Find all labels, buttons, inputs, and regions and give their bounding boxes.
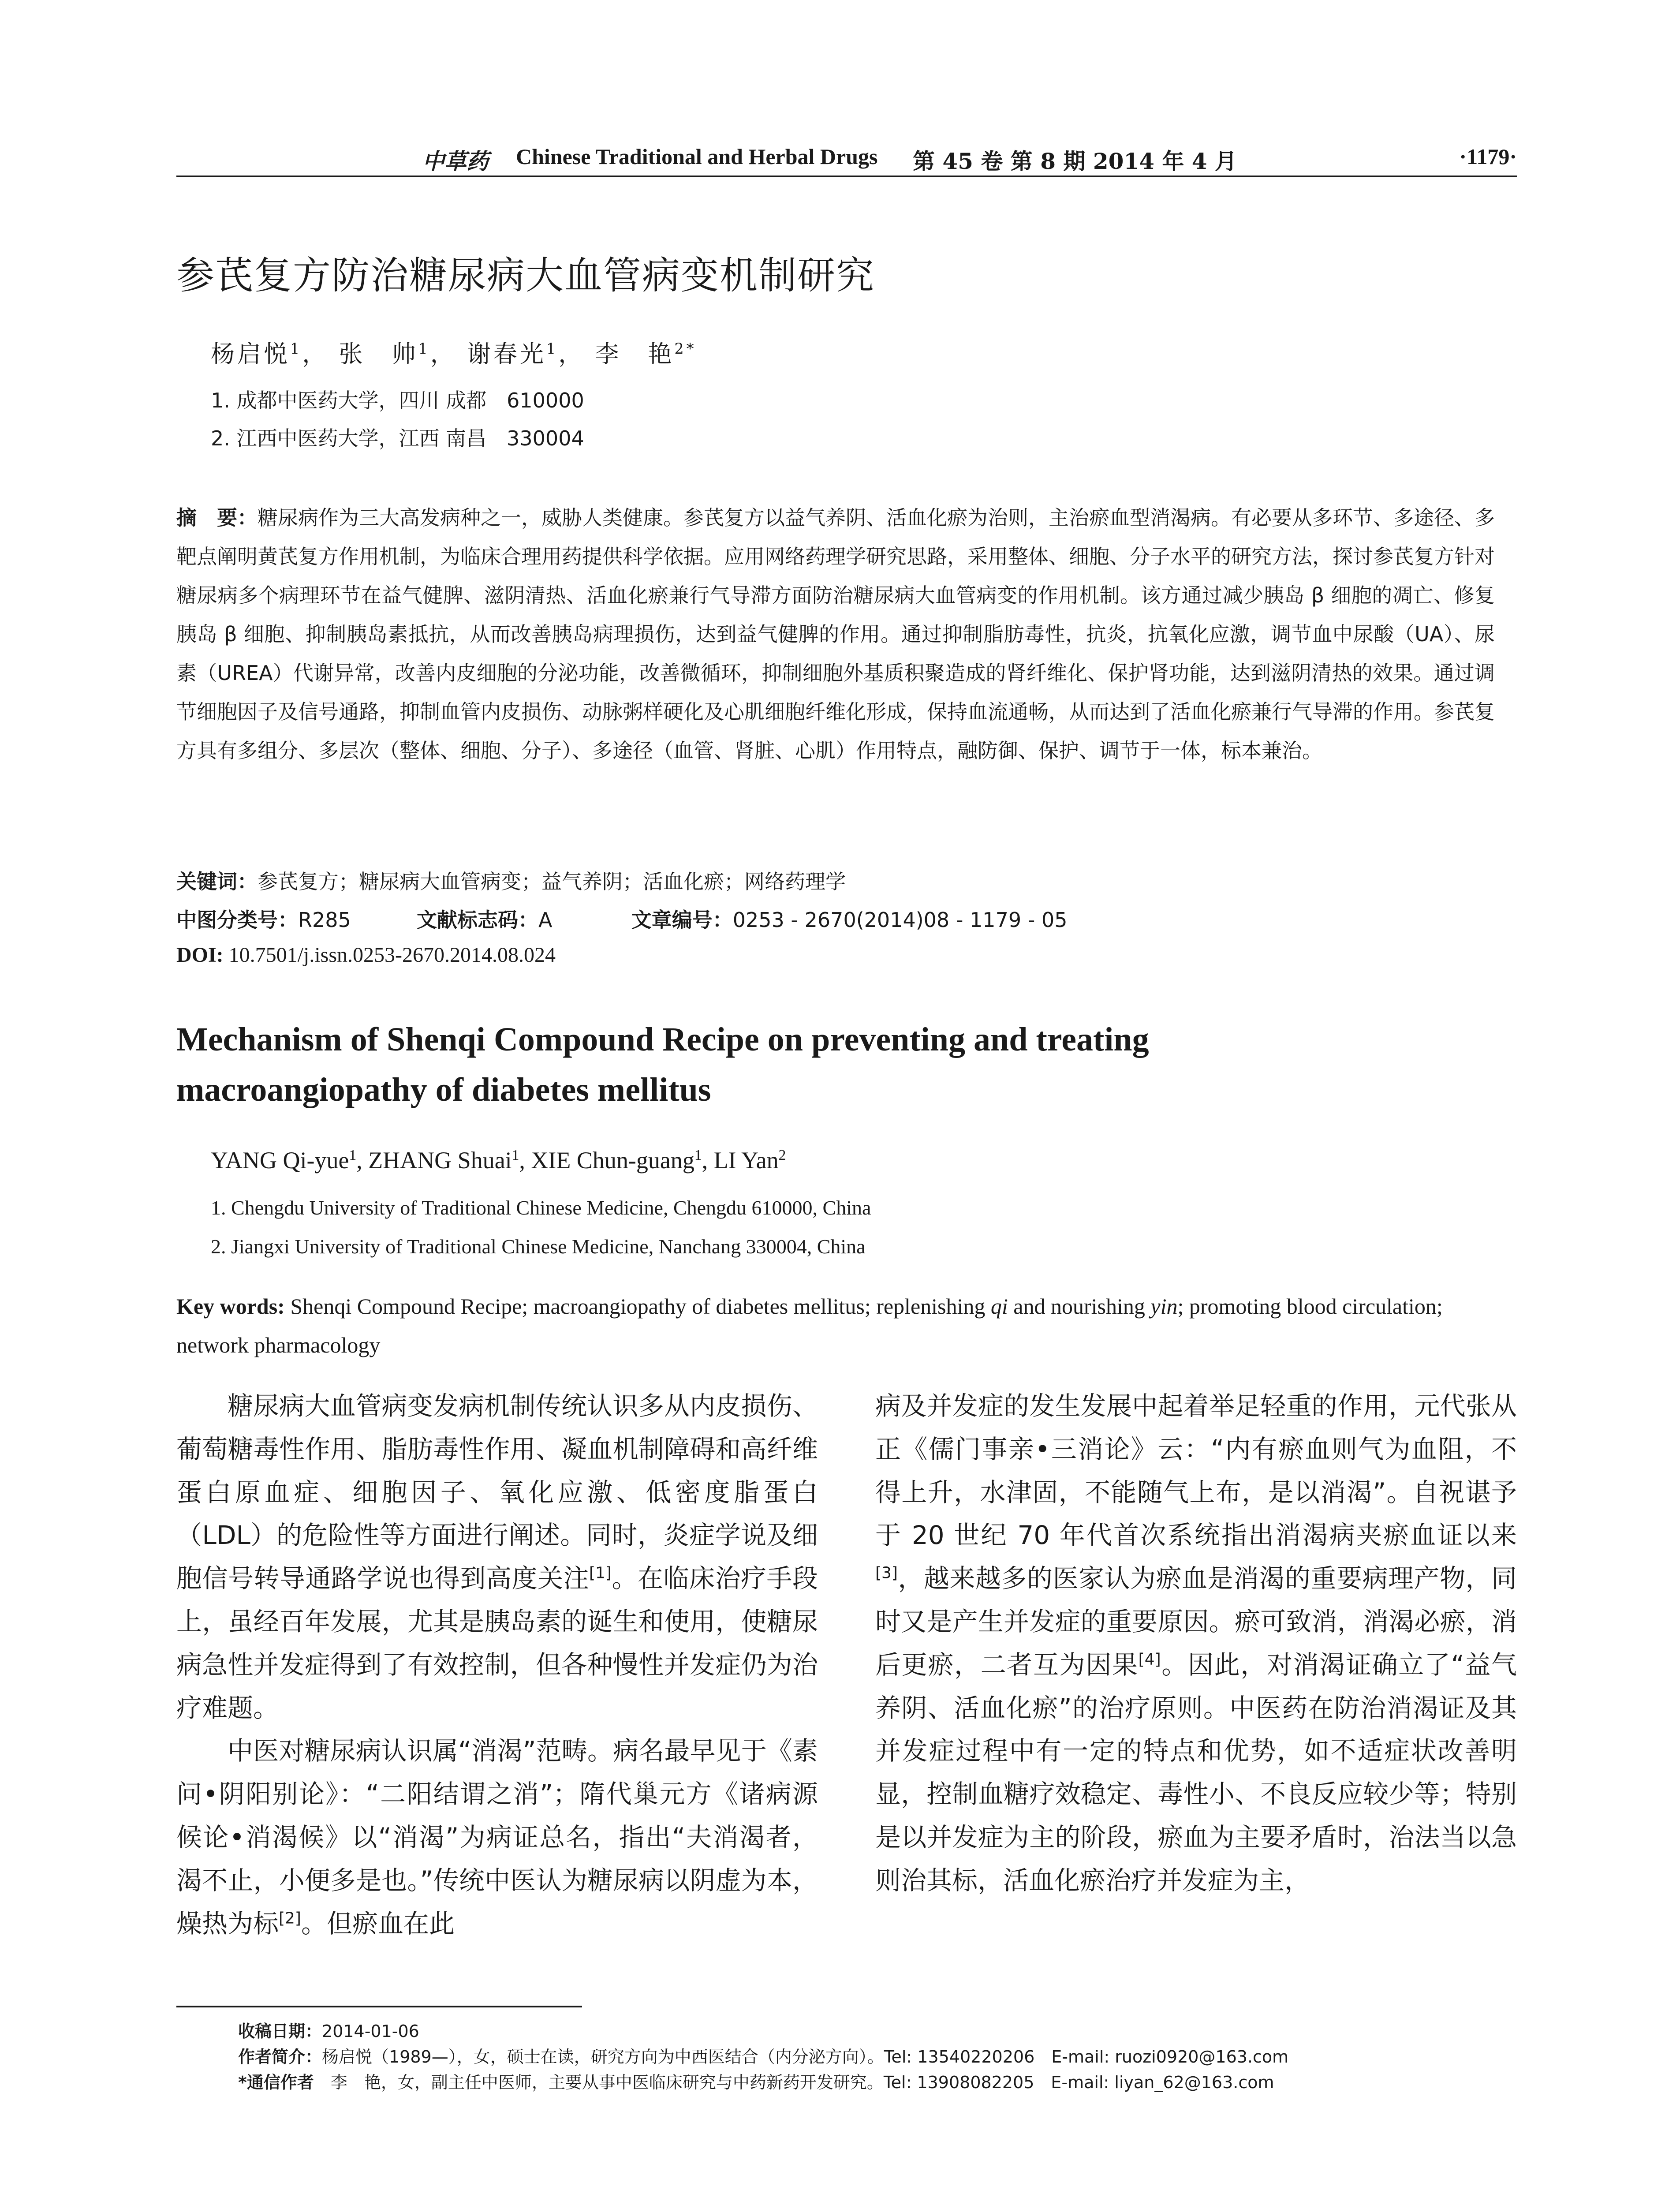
author-name: 杨启悦 bbox=[211, 340, 290, 368]
affiliation-cn: 2. 江西中医药大学，江西 南昌 330004 bbox=[211, 426, 584, 450]
affiliation-cn: 1. 成都中医药大学，四川 成都 610000 bbox=[211, 389, 584, 412]
author-affiliation-mark: 1 bbox=[349, 1147, 357, 1163]
citation-ref: [3] bbox=[875, 1564, 898, 1582]
author-name: ZHANG Shuai bbox=[368, 1147, 512, 1174]
doi-label: DOI: bbox=[176, 943, 224, 967]
abstract-label: 摘 要： bbox=[176, 506, 258, 530]
affiliation-en: 2. Jiangxi University of Traditional Chinese Medicine, Nanchang 330004, China bbox=[211, 1235, 866, 1258]
article-title-cn: 参芪复方防治糖尿病大血管病变机制研究 bbox=[176, 254, 875, 298]
paragraph-text: ，越来越多的医家认为瘀血是消渴的重要病理产物，同时又是产生并发症的重要原因。瘀可致消，消渴必瘀，消后更瘀，二者互为因果 bbox=[875, 1563, 1517, 1680]
doc-code-value: A bbox=[538, 908, 553, 932]
body-column-left bbox=[176, 1385, 818, 1945]
author-affiliation-mark: 1 bbox=[694, 1147, 702, 1163]
affiliation-en: 1. Chengdu University of Traditional Chinese Medicine, Chengdu 610000, China bbox=[211, 1196, 871, 1219]
footnote-divider bbox=[176, 2006, 582, 2007]
doc-code-label: 文献标志码： bbox=[417, 908, 539, 932]
title-en-line: Mechanism of Shenqi Compound Recipe on preventing and treating bbox=[176, 1021, 1149, 1058]
keywords-en-text: ; promoting blood circulation; network pharmacology bbox=[176, 1294, 1443, 1357]
footnote-value: 2014-01-06 bbox=[322, 2022, 419, 2041]
body-column-right bbox=[875, 1385, 1517, 1902]
body-paragraph bbox=[176, 1730, 818, 1945]
author-affiliation-mark: 1 bbox=[511, 1147, 519, 1163]
footnote-label: 作者简介： bbox=[238, 2047, 322, 2067]
author-affiliation-mark: 2 bbox=[778, 1147, 786, 1163]
footnote-label: *通信作者 bbox=[238, 2073, 314, 2092]
paragraph-text: 。但瘀血在此 bbox=[301, 1908, 455, 1939]
page-number: ·1179· bbox=[1459, 144, 1517, 169]
author-name: LI Yan bbox=[713, 1147, 779, 1174]
journal-name-en: Chinese Traditional and Herbal Drugs bbox=[516, 144, 878, 169]
author-affiliation-mark: 1 bbox=[418, 340, 430, 357]
keywords-label: 关键词： bbox=[176, 870, 258, 893]
keywords-en-text: Shenqi Compound Recipe; macroangiopathy of diabetes mellitus; replenishing bbox=[284, 1294, 991, 1319]
footnote-value: 李 艳，女，副主任中医师，主要从事中医临床研究与中药新药开发研究。Tel: 13908082205 E-mail: liyan_62@163.com bbox=[314, 2073, 1274, 2092]
paragraph-text: 中医对糖尿病认识属“消渴”范畴。病名最早见于《素问•阴阳别论》：“二阳结谓之消”；隋代巢元方《诸病源候论•消渴候》以“消渴”为病证总名，指出“夫消渴者，渴不止，小便多是也。”传统中医认为糖尿病以阴虚为本，燥热为标 bbox=[176, 1736, 818, 1939]
paragraph-text: 。在临床治疗手段上，虽经百年发展，尤其是胰岛素的诞生和使用，使糖尿病急性并发症得到了有效控制，但各种慢性并发症仍为治疗难题。 bbox=[176, 1563, 818, 1723]
author-affiliation-mark: 2* bbox=[674, 340, 697, 357]
footnote-author bbox=[238, 2043, 1288, 2067]
footnote-value: 杨启悦（1989—），女，硕士在读，研究方向为中西医结合（内分泌方向）。Tel: 13540220206 E-mail: ruozi0920@163.com bbox=[322, 2047, 1289, 2067]
footnote-received bbox=[238, 2018, 419, 2042]
body-paragraph bbox=[176, 1385, 818, 1730]
footnote-label: 收稿日期： bbox=[238, 2022, 322, 2041]
author-name: YANG Qi-yue bbox=[211, 1147, 349, 1174]
abstract-text: 糖尿病作为三大高发病种之一，威胁人类健康。参芪复方以益气养阴、活血化瘀为治则，主治瘀血型消渴病。有必要从多环节、多途径、多靶点阐明黄芪复方作用机制，为临床合理用药提供科学依据。应用网络药理学研究思路，采用整体、细胞、分子水平的研究方法，探讨参芪复方针对糖尿病多个病理环节在益气健脾、滋阴清热、活血化瘀兼行气导滞方面防治糖尿病大血管病变的作用机制。该方通过减少胰岛 β 细胞的凋亡、修复胰岛 β 细胞、抑制胰岛素抵抗，从而改善胰岛病理损伤，达到益气健脾的作用。通过抑制脂肪毒性，抗炎，抗氧化应激，调节血中尿酸（UA）、尿素（UREA）代谢异常，改善内皮细胞的分泌功能，改善微循环，抑制细胞外基质积聚造成的肾纤维化、保护肾功能，达到滋阴清热的效果。通过调节细胞因子及信号通路，抑制血管内皮损伤、动脉粥样硬化及心肌细胞纤维化形成，保持血流通畅，从而达到了活血化瘀兼行气导滞的作用。参芪复方具有多组分、多层次（整体、细胞、分子）、多途径（血管、肾脏、心肌）作用特点，融防御、保护、调节于一体，标本兼治。 bbox=[176, 506, 1495, 762]
paragraph-text: 。因此，对消渴证确立了“益气养阴、活血化瘀”的治疗原则。中医药在防治消渴证及其并发症过程中有一定的特点和优势，如不适症状改善明显，控制血糖疗效稳定、毒性小、不良反应较少等；特别是以并发症为主的阶段，瘀血为主要矛盾时，治法当以急则治其标，活血化瘀治疗并发症为主， bbox=[875, 1649, 1517, 1895]
classification-line bbox=[176, 904, 1068, 933]
author-name: 李 艳 bbox=[595, 340, 675, 368]
paragraph-text: 糖尿病大血管病变发病机制传统认识多从内皮损伤、葡萄糖毒性作用、脂肪毒性作用、凝血机制障碍和高纤维蛋白原血症、细胞因子、氧化应激、低密度脂蛋白（LDL）的危险性等方面进行阐述。同时，炎症学说及细胞信号转导通路学说也得到高度关注 bbox=[176, 1391, 818, 1594]
author-name: 张 帅 bbox=[339, 340, 418, 368]
author-list-en: YANG Qi-yue$^1$, ZHANG Shuai$^1$, XIE Chun-guang$^1$, LI Yan$^2$ bbox=[211, 1147, 786, 1174]
article-no-value: 0253 - 2670(2014)08 - 1179 - 05 bbox=[732, 908, 1068, 932]
citation-ref: [4] bbox=[1138, 1650, 1161, 1669]
doi-line bbox=[176, 943, 556, 967]
abstract-cn bbox=[176, 498, 1495, 770]
article-no-label: 文章编号： bbox=[631, 908, 733, 932]
article-title-en bbox=[176, 1014, 1499, 1115]
clc-label: 中图分类号： bbox=[176, 908, 298, 932]
keywords-en-text: and nourishing bbox=[1008, 1294, 1151, 1319]
author-list-cn: 杨启悦$^1$， 张 帅$^1$， 谢春光$^1$， 李 艳$^{2*}$ bbox=[211, 340, 697, 368]
keywords-en-italic: yin bbox=[1150, 1294, 1178, 1319]
running-header bbox=[176, 140, 1517, 177]
body-paragraph bbox=[875, 1385, 1517, 1902]
clc-value: R285 bbox=[298, 908, 351, 932]
author-affiliation-mark: 1 bbox=[290, 340, 302, 357]
author-name: XIE Chun-guang bbox=[531, 1147, 694, 1174]
keywords-text: 参芪复方；糖尿病大血管病变；益气养阴；活血化瘀；网络药理学 bbox=[258, 870, 846, 893]
footnote-corresponding bbox=[238, 2069, 1274, 2093]
citation-ref: [1] bbox=[589, 1564, 612, 1582]
keywords-cn bbox=[176, 866, 846, 895]
citation-ref: [2] bbox=[279, 1909, 301, 1928]
author-name: 谢春光 bbox=[467, 340, 546, 368]
keywords-en-italic: qi bbox=[990, 1294, 1008, 1319]
keywords-en-label: Key words: bbox=[176, 1294, 285, 1319]
journal-name-cn: 中草药 bbox=[422, 148, 489, 174]
keywords-en bbox=[176, 1287, 1499, 1364]
paragraph-text: 病及并发症的发生发展中起着举足轻重的作用，元代张从正《儒门事亲•三消论》云：“内有瘀血则气为血阻，不得上升，水津固，不能随气上布，是以消渴”。自祝谌予于 20 世纪 70 年代首次系统指出消渴病夹瘀血证以来 bbox=[875, 1391, 1517, 1551]
title-en-line: macroangiopathy of diabetes mellitus bbox=[176, 1071, 711, 1108]
author-affiliation-mark: 1 bbox=[546, 340, 559, 357]
journal-issue: 第 45 卷 第 8 期 2014 年 4 月 bbox=[913, 148, 1237, 174]
doi-value: 10.7501/j.issn.0253-2670.2014.08.024 bbox=[228, 943, 556, 967]
